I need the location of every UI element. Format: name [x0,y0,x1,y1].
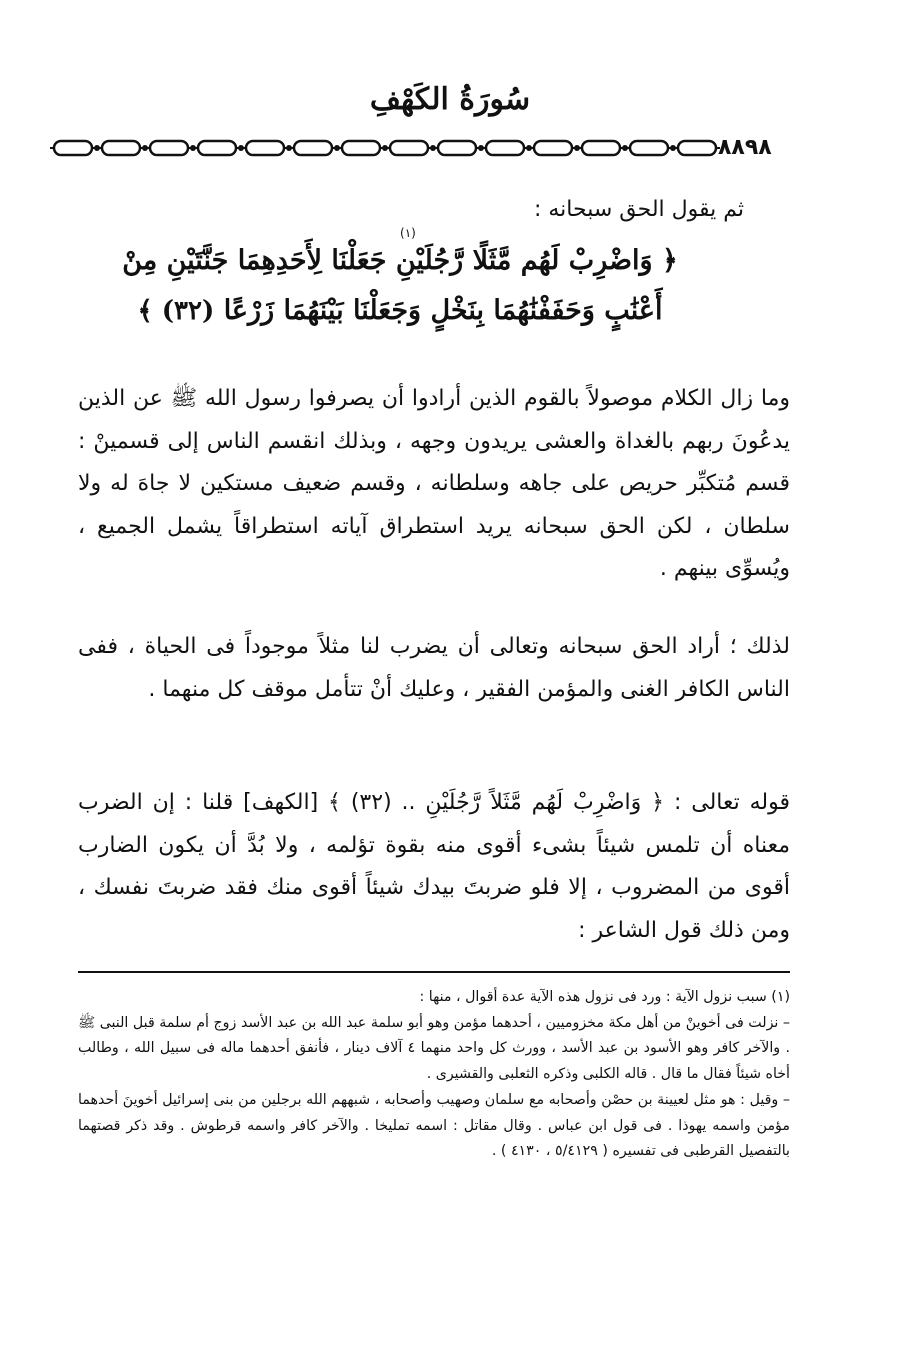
verse-number-marker: (٣٢) ﴾ [137,296,215,326]
intro-line: ثم يقول الحق سبحانه : [533,197,744,222]
verse-line-2 [60,286,740,336]
surah-title: سُورَةُ الكَهْفِ [369,82,531,117]
footnote-divider [78,971,790,973]
verse-line-1: ﴿ وَاضْرِبْ لَهُم مَّثَلًا رَّجُلَيْنِ جَعَلْنَا لِأَحَدِهِمَا جَنَّتَيْنِ مِنْ [122,245,678,276]
verse-line-2-text: أَعْنَٰبٍ وَحَفَفْنَٰهُمَا بِنَخْلٍ وَجَعَلْنَا بَيْنَهُمَا زَرْعًا [223,295,663,326]
page-number: ٨٨٩٨ [718,135,772,160]
footnote-1-item-1: – نزلت فى أخوينْ من أهل مكة مخزوميين ، أحدهما مؤمن وهو أبو سلمة عبد الله بن عبد الأسد زوج أم سلمة قبل النبى ﷺ . والآخر كافر وهو الأسود بن عبد الأسد ، وورث كل واحد منهما ٤ آلاف دينار ، فأنفق أحدهما ماله فى سبيل الله ، وطالب أخاه شيئاً فقال ما قال . قاله الكلبى وذكره الثعلبى والقشيرى . [78,1014,790,1083]
decorative-border-band [50,137,720,159]
footnote-1-item-2: – وقيل : هو مثل لعيينة بن حصْن وأصحابه مع سلمان وصهيب وأصحابه ، شبههم الله برجلين من بنى إسرائيل أخوينَ أحدهما مؤمن واسمه يهوذا . فى قول ابن عباس . وقال مقاتل : اسمه تمليخا . والآخر كافر واسمه قرطوش . وقد ذكر قصتهما بالتفصيل القرطبى فى تفسيره ( ٥/٤١٢٩ ، ٤١٣٠ ) . [78,1091,790,1160]
paragraph-3: قوله تعالى : ﴿ وَاضْرِبْ لَهُم مَّثَلاً رَّجُلَيْنِ .. (٣٢) ﴾ [الكهف] قلنا : إن الضرب معناه أن تلمس شيئاً بشىء أقوى منه بقوة تؤلمه ، ولا بُدَّ أن يكون الضارب أقوى من المضروب ، إلا فلو ضربتَ بيدك شيئاً أقوى منك فقد ضربتَ نفسك ، ومن ذلك قول الشاعر : [78,790,790,943]
footnotes [78,985,790,1165]
footnote-1-heading: (١) سبب نزول الآية : ورد فى نزول هذه الآية عدة أقوال ، منها : [419,989,790,1005]
paragraph-1: وما زال الكلام موصولاً بالقوم الذين أرادوا أن يصرفوا رسول الله ﷺ عن الذين يدعُونَ ربهم بالغداة والعشى يريدون وجهه ، وبذلك انقسم الناس إلى قسمينْ : قسم مُتكبِّر حريص على جاهه وسلطانه ، وقسم ضعيف مستكين لا جاهَ له ولا سلطان ، لكن الحق سبحانه يريد استطراق آياته استطراقاً يشمل الجميع ، ويُسوِّى بينهم . [78,386,790,581]
paragraph-2: لذلك ؛ أراد الحق سبحانه وتعالى أن يضرب لنا مثلاً موجوداً فى الحياة ، ففى الناس الكافر الغنى والمؤمن الفقير ، وعليك أنْ تتأمل موقف كل منهما . [78,634,790,702]
footnote-reference: (١) [400,226,416,240]
quran-verse [60,236,740,336]
